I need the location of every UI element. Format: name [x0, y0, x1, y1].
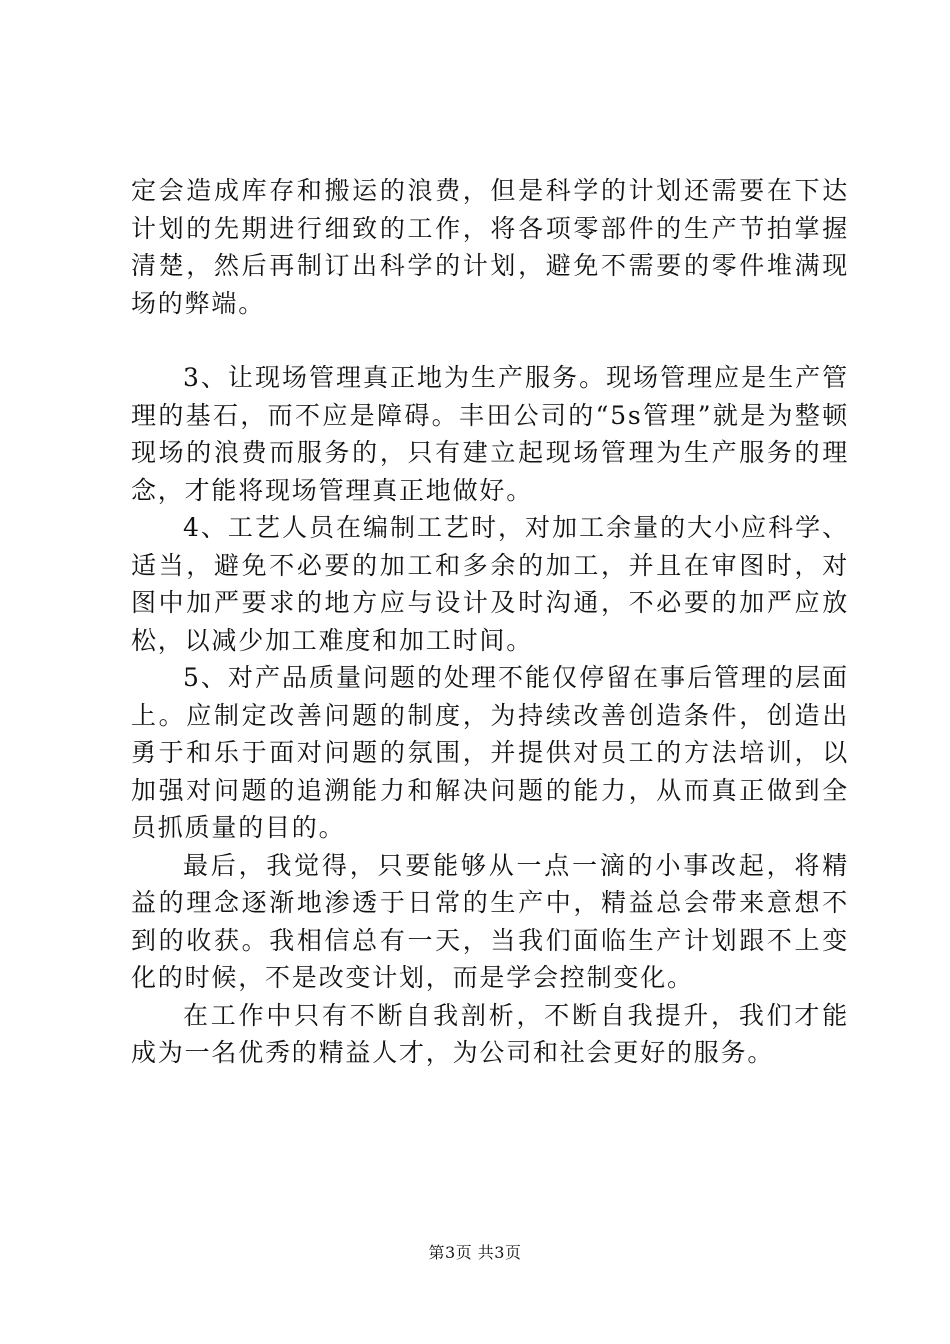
- paragraph-point-3: 3、让现场管理真正地为生产服务。现场管理应是生产管理的基石，而不应是障碍。丰田公司的“5s管理”就是为整顿现场的浪费而服务的，只有建立起现场管理为生产服务的理念，才能将现场管理真正地做好。: [131, 363, 849, 505]
- page-footer: 第3页 共3页: [428, 1243, 522, 1262]
- paragraph-point-4: 4、工艺人员在编制工艺时，对加工余量的大小应科学、适当，避免不必要的加工和多余的加工，并且在审图时，对图中加严要求的地方应与设计及时沟通，不必要的加严应放松，以减少加工难度和加工时间。: [131, 513, 849, 655]
- paragraph-closing: 在工作中只有不断自我剖析，不断自我提升，我们才能成为一名优秀的精益人才，为公司和社会更好的服务。: [131, 1000, 849, 1067]
- paragraph-continuation: 定会造成库存和搬运的浪费，但是科学的计划还需要在下达计划的先期进行细致的工作，将各项零部件的生产节拍掌握清楚，然后再制订出科学的计划，避免不需要的零件堆满现场的弊端。: [131, 176, 849, 318]
- paragraph-point-5: 5、对产品质量问题的处理不能仅停留在事后管理的层面上。应制定改善问题的制度，为持续改善创造条件，创造出勇于和乐于面对问题的氛围，并提供对员工的方法培训，以加强对问题的追溯能力和解决问题的能力，从而真正做到全员抓质量的目的。: [131, 663, 849, 842]
- paragraph-gap: [131, 322, 849, 359]
- document-body: [131, 172, 849, 1072]
- paragraph-conclusion: 最后，我觉得，只要能够从一点一滴的小事改起，将精益的理念逐渐地渗透于日常的生产中，精益总会带来意想不到的收获。我相信总有一天，当我们面临生产计划跟不上变化的时候，不是改变计划，而是学会控制变化。: [131, 850, 849, 992]
